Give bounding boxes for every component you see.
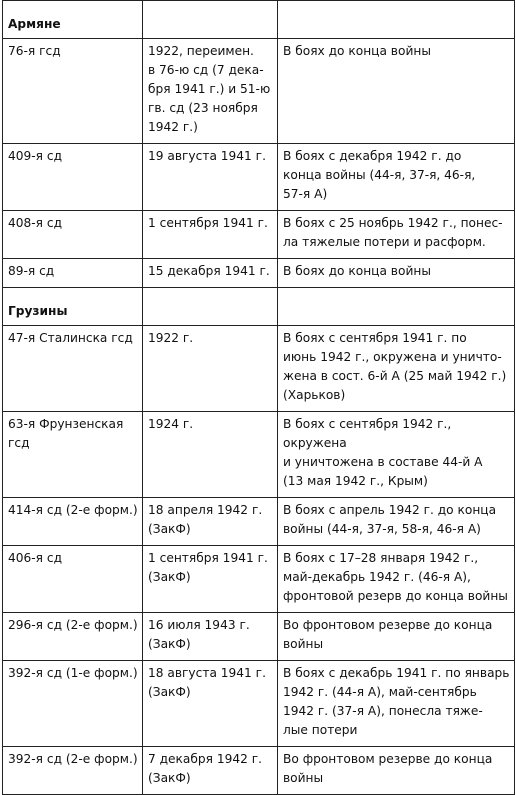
combat-history-cell	[278, 661, 515, 747]
combat-history-cell	[278, 211, 515, 259]
formation-date-cell	[143, 144, 278, 211]
combat-history-line: жена в сост. 6-й А (25 май 1942 г.)	[283, 369, 507, 383]
formation-date-line: 1 сентября 1941 г.	[148, 216, 268, 230]
section-empty-cell	[278, 1, 515, 39]
formation-date-line: 1 сентября 1941 г.	[148, 551, 268, 565]
formation-date-cell	[143, 546, 278, 613]
formation-date-line: (ЗакФ)	[148, 771, 191, 785]
table-row	[3, 412, 515, 498]
formation-date-line: гв. сд (23 ноября	[148, 101, 258, 115]
combat-history-cell	[278, 259, 515, 288]
combat-history-line: В боях с декабря 1942 г. до	[283, 149, 462, 163]
combat-history-line: Во фронтовом резерве до конца	[283, 752, 493, 766]
table-row	[3, 661, 515, 747]
formation-date-cell	[143, 661, 278, 747]
combat-history-cell	[278, 498, 515, 546]
combat-history-line: В боях с сентября 1941 г. по	[283, 331, 467, 345]
formation-date-line: в 76-ю сд (7 дека-	[148, 63, 264, 77]
table-row	[3, 144, 515, 211]
formation-date-cell	[143, 498, 278, 546]
unit-cell: 76-я гсд	[3, 39, 143, 144]
combat-history-cell	[278, 747, 515, 795]
unit-cell: 409-я сд	[3, 144, 143, 211]
unit-cell: 392-я сд (2-е форм.)	[3, 747, 143, 795]
combat-history-line: фронтовой резерв до конца войны	[283, 589, 508, 603]
combat-history-line: и уничтожена в составе 44-й А	[283, 455, 483, 469]
formation-date-line: 1924 г.	[148, 417, 194, 431]
combat-history-line: войны	[283, 637, 324, 651]
unit-cell: 392-я сд (1-е форм.)	[3, 661, 143, 747]
combat-history-cell	[278, 326, 515, 412]
table-row	[3, 613, 515, 661]
formation-date-line: 1942 г.)	[148, 120, 198, 134]
combat-history-line: В боях с сентября 1942 г., окружена	[283, 417, 452, 450]
combat-history-cell	[278, 546, 515, 613]
table-row	[3, 259, 515, 288]
combat-history-cell	[278, 39, 515, 144]
combat-history-line: (13 мая 1942 г., Крым)	[283, 474, 428, 488]
formation-date-line: (ЗакФ)	[148, 522, 191, 536]
unit-cell: 63-я Фрунзенская гсд	[3, 412, 143, 498]
unit-cell: 414-я сд (2-е форм.)	[3, 498, 143, 546]
table-row	[3, 326, 515, 412]
formation-date-line: 7 декабря 1942 г.	[148, 752, 263, 766]
combat-history-line: войны (44-я, 37-я, 58-я, 46-я А)	[283, 522, 481, 536]
combat-history-line: В боях с 25 ноябрь 1942 г., понес-	[283, 216, 503, 230]
unit-cell: 406-я сд	[3, 546, 143, 613]
divisions-table-container	[2, 0, 514, 785]
combat-history-line: 1942 г. (44-я А), май-сентябрь	[283, 685, 477, 699]
combat-history-line: 1942 г. (37-я А), понесла тяже-	[283, 704, 483, 718]
section-empty-cell	[278, 288, 515, 326]
formation-date-cell	[143, 613, 278, 661]
combat-history-line: В боях с 17–28 января 1942 г.,	[283, 551, 479, 565]
formation-date-line: (ЗакФ)	[148, 685, 191, 699]
combat-history-line: В боях с декабрь 1941 г. по январь	[283, 666, 510, 680]
formation-date-cell	[143, 259, 278, 288]
combat-history-line: Во фронтовом резерве до конца	[283, 618, 493, 632]
formation-date-line: бря 1941 г.) и 51-ю	[148, 82, 271, 96]
formation-date-line: 1922, переимен.	[148, 44, 254, 58]
table-row	[3, 211, 515, 259]
formation-date-cell	[143, 747, 278, 795]
section-empty-cell	[143, 1, 278, 39]
formation-date-cell	[143, 211, 278, 259]
section-empty-cell	[143, 288, 278, 326]
table-row	[3, 498, 515, 546]
formation-date-line: 19 августа 1941 г.	[148, 149, 266, 163]
divisions-table-body	[3, 1, 515, 795]
formation-date-cell	[143, 326, 278, 412]
combat-history-line: (Харьков)	[283, 388, 346, 402]
combat-history-line: В боях до конца войны	[283, 44, 431, 58]
combat-history-line: июнь 1942 г., окружена и уничто-	[283, 350, 502, 364]
combat-history-line: 57-я А)	[283, 187, 328, 201]
combat-history-line: лые потери	[283, 723, 358, 737]
combat-history-line: войны	[283, 771, 324, 785]
formation-date-line: 16 июля 1943 г.	[148, 618, 250, 632]
combat-history-line: В боях с апрель 1942 г. до конца	[283, 503, 497, 517]
formation-date-line: 1922 г.	[148, 331, 194, 345]
combat-history-cell	[278, 144, 515, 211]
table-row	[3, 39, 515, 144]
formation-date-line: 15 декабря 1941 г.	[148, 264, 270, 278]
table-row	[3, 546, 515, 613]
section-header-row	[3, 1, 515, 39]
divisions-table	[2, 0, 515, 795]
section-title: Армяне	[3, 1, 143, 39]
formation-date-line: (ЗакФ)	[148, 570, 191, 584]
unit-cell: 296-я сд (2-е форм.)	[3, 613, 143, 661]
formation-date-cell	[143, 39, 278, 144]
formation-date-line: (ЗакФ)	[148, 637, 191, 651]
section-header-row	[3, 288, 515, 326]
unit-cell: 47-я Сталинска гсд	[3, 326, 143, 412]
combat-history-cell	[278, 412, 515, 498]
formation-date-line: 18 апреля 1942 г.	[148, 503, 263, 517]
combat-history-line: ла тяжелые потери и расформ.	[283, 235, 486, 249]
combat-history-line: май-декабрь 1942 г. (46-я А),	[283, 570, 471, 584]
section-title: Грузины	[3, 288, 143, 326]
combat-history-line: В боях до конца войны	[283, 264, 431, 278]
formation-date-cell	[143, 412, 278, 498]
table-row	[3, 747, 515, 795]
combat-history-line: конца войны (44-я, 37-я, 46-я,	[283, 168, 476, 182]
formation-date-line: 18 августа 1941 г.	[148, 666, 266, 680]
combat-history-cell	[278, 613, 515, 661]
unit-cell: 408-я сд	[3, 211, 143, 259]
unit-cell: 89-я сд	[3, 259, 143, 288]
